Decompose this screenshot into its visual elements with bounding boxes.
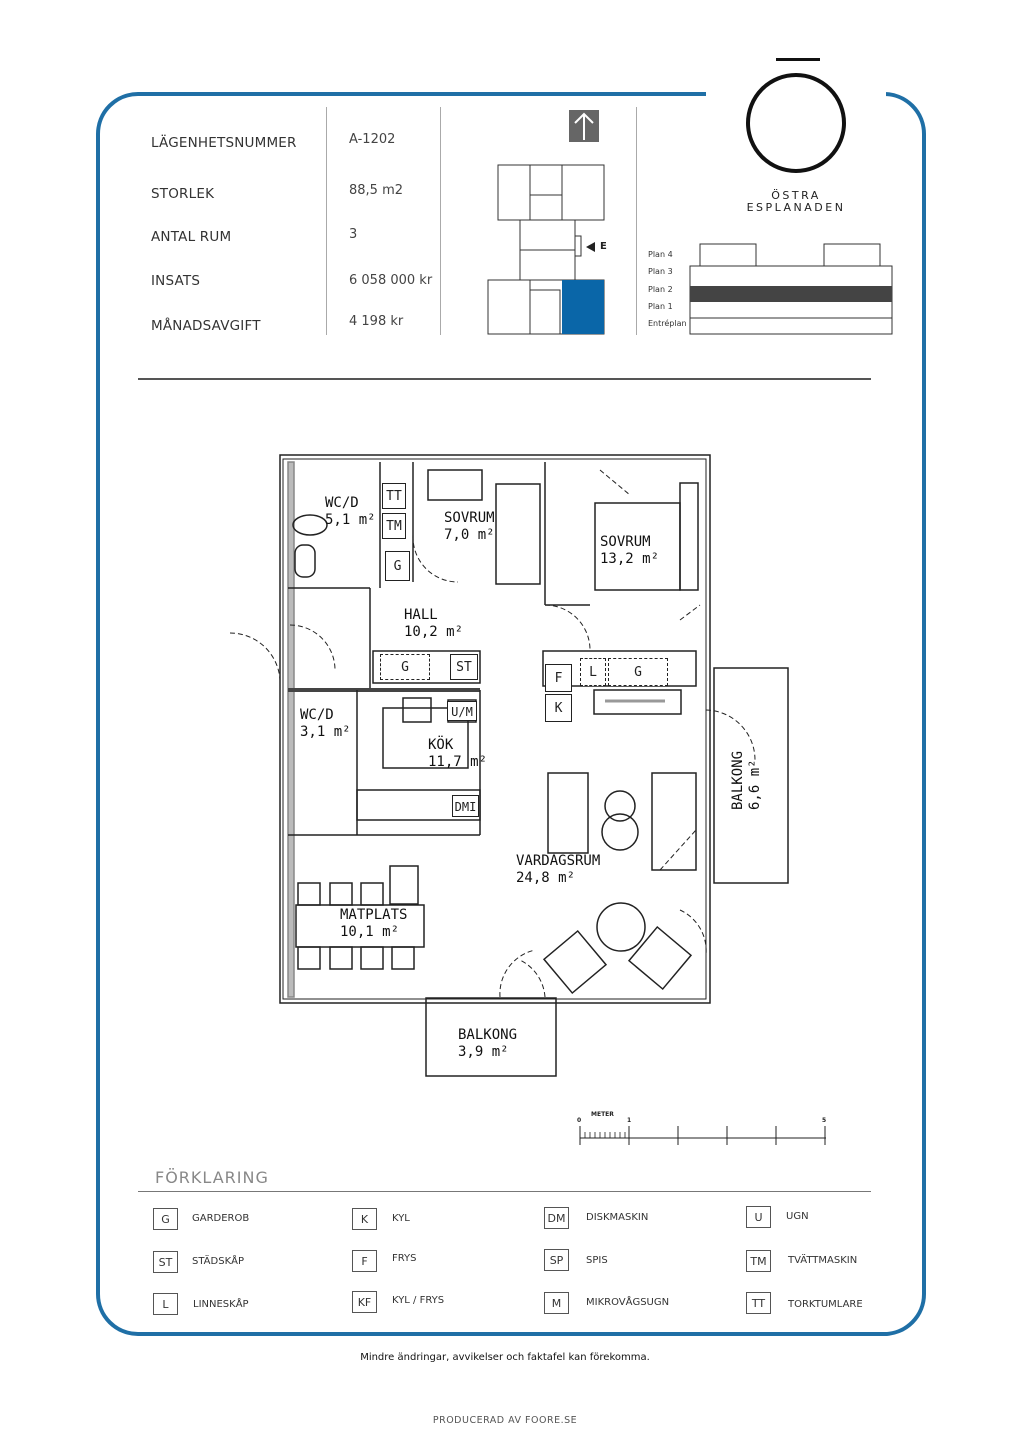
value-deposit: 6 058 000 kr [349, 273, 433, 288]
legend-code-tm: TM [746, 1250, 771, 1272]
legend-code-dm: DM [544, 1207, 569, 1229]
producer-credit: PRODUCERAD AV FOORE.SE [432, 1415, 578, 1426]
brand-line-2: ESPLANADEN [746, 201, 846, 214]
fixture-f: F [545, 664, 572, 692]
fixture-tm: TM [382, 513, 406, 539]
floor-label-1: Plan 1 [648, 302, 673, 311]
legend-code-sp: SP [544, 1249, 569, 1271]
floor-label-4: Plan 4 [648, 250, 673, 259]
legend-code-kf: KF [352, 1291, 377, 1313]
room-balcony-east: BALKONG 6,6 m² [730, 750, 763, 810]
legend-text-st: STÄDSKÅP [192, 1256, 244, 1267]
legend-rule [138, 1191, 871, 1192]
legend-code-tt: TT [746, 1292, 771, 1314]
value-apartment-number: A-1202 [349, 132, 396, 147]
disclaimer: Mindre ändringar, avvikelser och faktafel kan förekomma. [360, 1352, 650, 1363]
label-deposit: INSATS [151, 273, 201, 289]
legend-text-tm: TVÄTTMASKIN [788, 1255, 858, 1266]
legend-code-k: K [352, 1208, 377, 1230]
legend-code-u: U [746, 1206, 771, 1228]
room-bedroom-small: SOVRUM 7,0 m² [444, 510, 495, 543]
room-balcony-south: BALKONG 3,9 m² [458, 1027, 518, 1060]
room-living: VARDAGSRUM 24,8 m² [516, 853, 601, 886]
room-wc-2: WC/D 3,1 m² [300, 707, 351, 740]
legend-text-sp: SPIS [586, 1255, 608, 1266]
legend-text-f: FRYS [392, 1253, 417, 1264]
legend-code-st: ST [153, 1251, 178, 1273]
legend-text-kf: KYL / FRYS [392, 1295, 445, 1306]
room-kitchen: KÖK 11,7 m² [428, 737, 488, 770]
legend-text-tt: TORKTUMLARE [788, 1299, 863, 1310]
legend-text-g: GARDEROB [192, 1213, 250, 1224]
floor-label-2: Plan 2 [648, 285, 673, 294]
fixture-tt: TT [382, 483, 406, 509]
entrance-marker: E [600, 241, 607, 252]
scale-tick-5: 5 [822, 1117, 827, 1124]
fixture-st: ST [450, 654, 478, 680]
label-monthly-fee: MÅNADSAVGIFT [151, 318, 261, 334]
scale-tick-0: 0 [577, 1117, 582, 1124]
room-hall: HALL 10,2 m² [404, 607, 464, 640]
legend-code-f: F [352, 1250, 377, 1272]
fixture-dmi: DMI [452, 795, 479, 817]
floor-label-3: Plan 3 [648, 267, 673, 276]
fixture-g-1: G [385, 551, 410, 581]
legend-text-dm: DISKMASKIN [586, 1212, 649, 1223]
legend-title: FÖRKLARING [155, 1168, 269, 1187]
room-bedroom-large: SOVRUM 13,2 m² [600, 534, 660, 567]
value-size: 88,5 m2 [349, 183, 404, 198]
room-dining: MATPLATS 10,1 m² [340, 907, 408, 940]
fixture-k: K [545, 694, 572, 722]
legend-text-u: UGN [786, 1211, 809, 1222]
fixture-um: U/M [447, 701, 477, 721]
value-rooms: 3 [349, 227, 358, 242]
label-apartment-number: LÄGENHETSNUMMER [151, 135, 297, 151]
fixture-l: L [580, 658, 606, 686]
scale-unit: METER [591, 1111, 614, 1118]
fixture-g-3: G [608, 658, 668, 686]
scale-tick-1: 1 [627, 1117, 632, 1124]
floor-label-entry: Entréplan [648, 319, 687, 328]
fixture-g-2: G [380, 654, 430, 680]
legend-text-m: MIKROVÅGSUGN [586, 1297, 670, 1308]
value-monthly-fee: 4 198 kr [349, 314, 404, 329]
brand-line-1: ÖSTRA [771, 189, 821, 202]
room-wc-1: WC/D 5,1 m² [325, 495, 376, 528]
label-size: STORLEK [151, 186, 215, 202]
legend-text-l: LINNESKÅP [193, 1299, 249, 1310]
legend-code-l: L [153, 1293, 178, 1315]
legend-code-g: G [153, 1208, 178, 1230]
legend-code-m: M [544, 1292, 569, 1314]
label-rooms: ANTAL RUM [151, 229, 232, 245]
legend-text-k: KYL [392, 1213, 410, 1224]
